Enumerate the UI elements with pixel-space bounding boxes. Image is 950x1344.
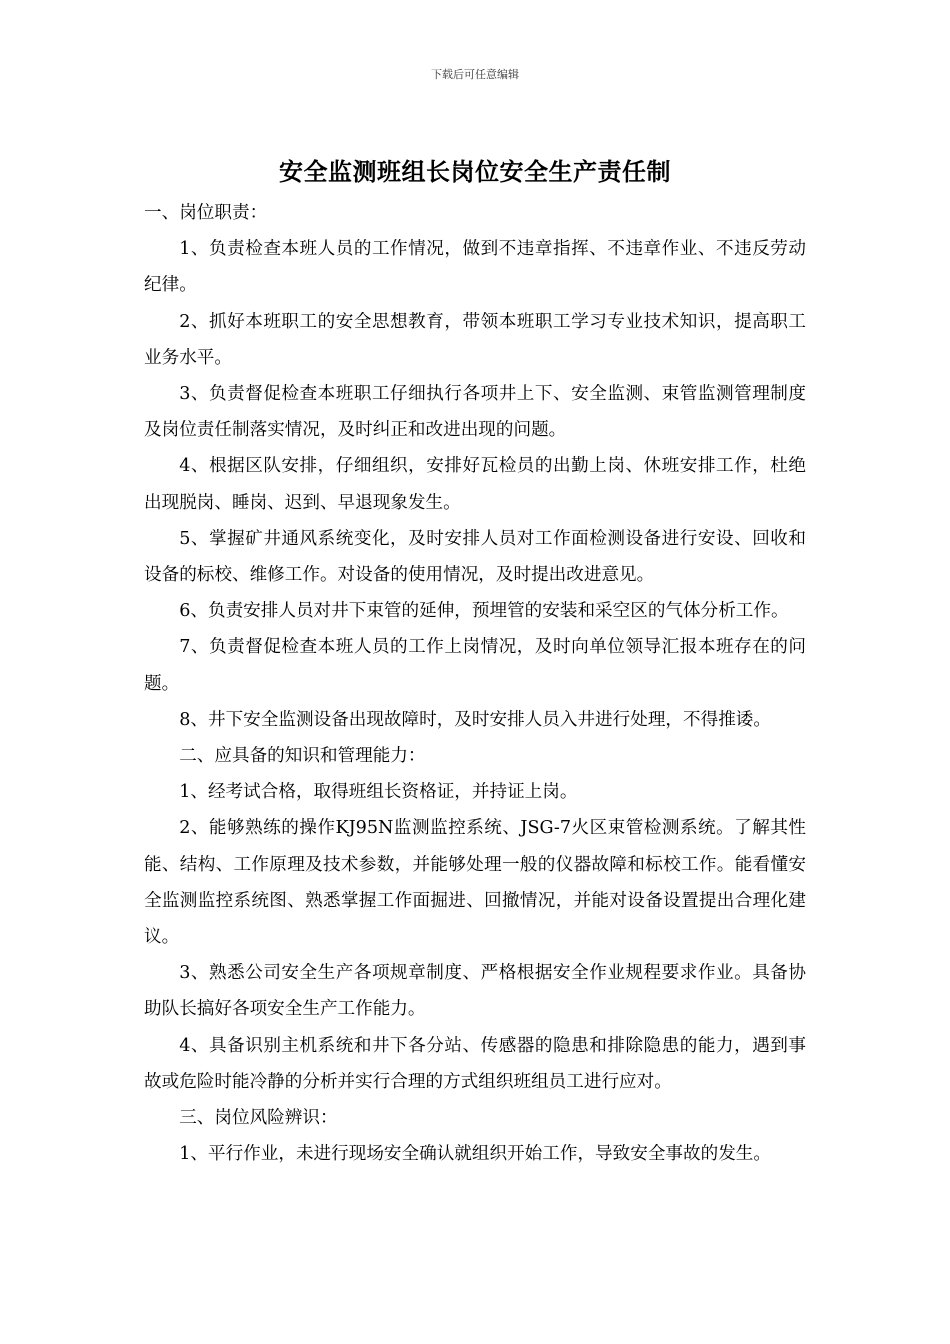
header-note: 下载后可任意编辑	[431, 68, 519, 81]
paragraph: 3、负责督促检查本班职工仔细执行各项井上下、安全监测、束管监测管理制度及岗位责任制落实情况，及时纠正和改进出现的问题。	[144, 384, 806, 441]
paragraph: 3、熟悉公司安全生产各项规章制度、严格根据安全作业规程要求作业。具备协助队长搞好各项安全生产工作能力。	[144, 963, 806, 1020]
paragraph: 6、负责安排人员对井下束管的延伸，预埋管的安装和采空区的气体分析工作。	[179, 601, 789, 622]
paragraph: 2、抓好本班职工的安全思想教育，带领本班职工学习专业技术知识，提高职工业务水平。	[144, 311, 806, 368]
document-title: 安全监测班组长岗位安全生产责任制	[279, 157, 671, 186]
paragraph: 7、负责督促检查本班人员的工作上岗情况，及时向单位领导汇报本班存在的问题。	[144, 637, 806, 694]
paragraph: 4、根据区队安排，仔细组织，安排好瓦检员的出勤上岗、休班安排工作，杜绝出现脱岗、睡岗、迟到、早退现象发生。	[144, 456, 806, 513]
paragraph: 8、井下安全监测设备出现故障时，及时安排人员入井进行处理，不得推诿。	[179, 709, 771, 730]
document-body	[144, 195, 806, 1172]
paragraph: 1、平行作业，未进行现场安全确认就组织开始工作，导致安全事故的发生。	[179, 1144, 771, 1165]
paragraph: 1、经考试合格，取得班组长资格证，并持证上岗。	[179, 782, 578, 803]
paragraph: 2、能够熟练的操作KJ95N监测监控系统、JSG-7火区束管检测系统。了解其性能、结构、工作原理及技术参数，并能够处理一般的仪器故障和标校工作。能看懂安全监测监控系统图、熟悉掌握工作面掘进、回撤情况，并能对设备设置提出合理化建议。	[144, 818, 806, 948]
section-heading-duties: 一、岗位职责：	[144, 203, 268, 223]
section-heading-risk: 三、岗位风险辨识：	[179, 1108, 338, 1129]
paragraph: 4、具备识别主机系统和井下各分站、传感器的隐患和排除隐患的能力，遇到事故或危险时能冷静的分析并实行合理的方式组织班组员工进行应对。	[144, 1035, 806, 1092]
paragraph: 1、负责检查本班人员的工作情况，做到不违章指挥、不违章作业、不违反劳动纪律。	[144, 239, 806, 296]
paragraph: 5、掌握矿井通风系统变化，及时安排人员对工作面检测设备进行安设、回收和设备的标校、维修工作。对设备的使用情况，及时提出改进意见。	[144, 528, 806, 586]
section-heading-knowledge: 二、应具备的知识和管理能力：	[179, 746, 426, 767]
